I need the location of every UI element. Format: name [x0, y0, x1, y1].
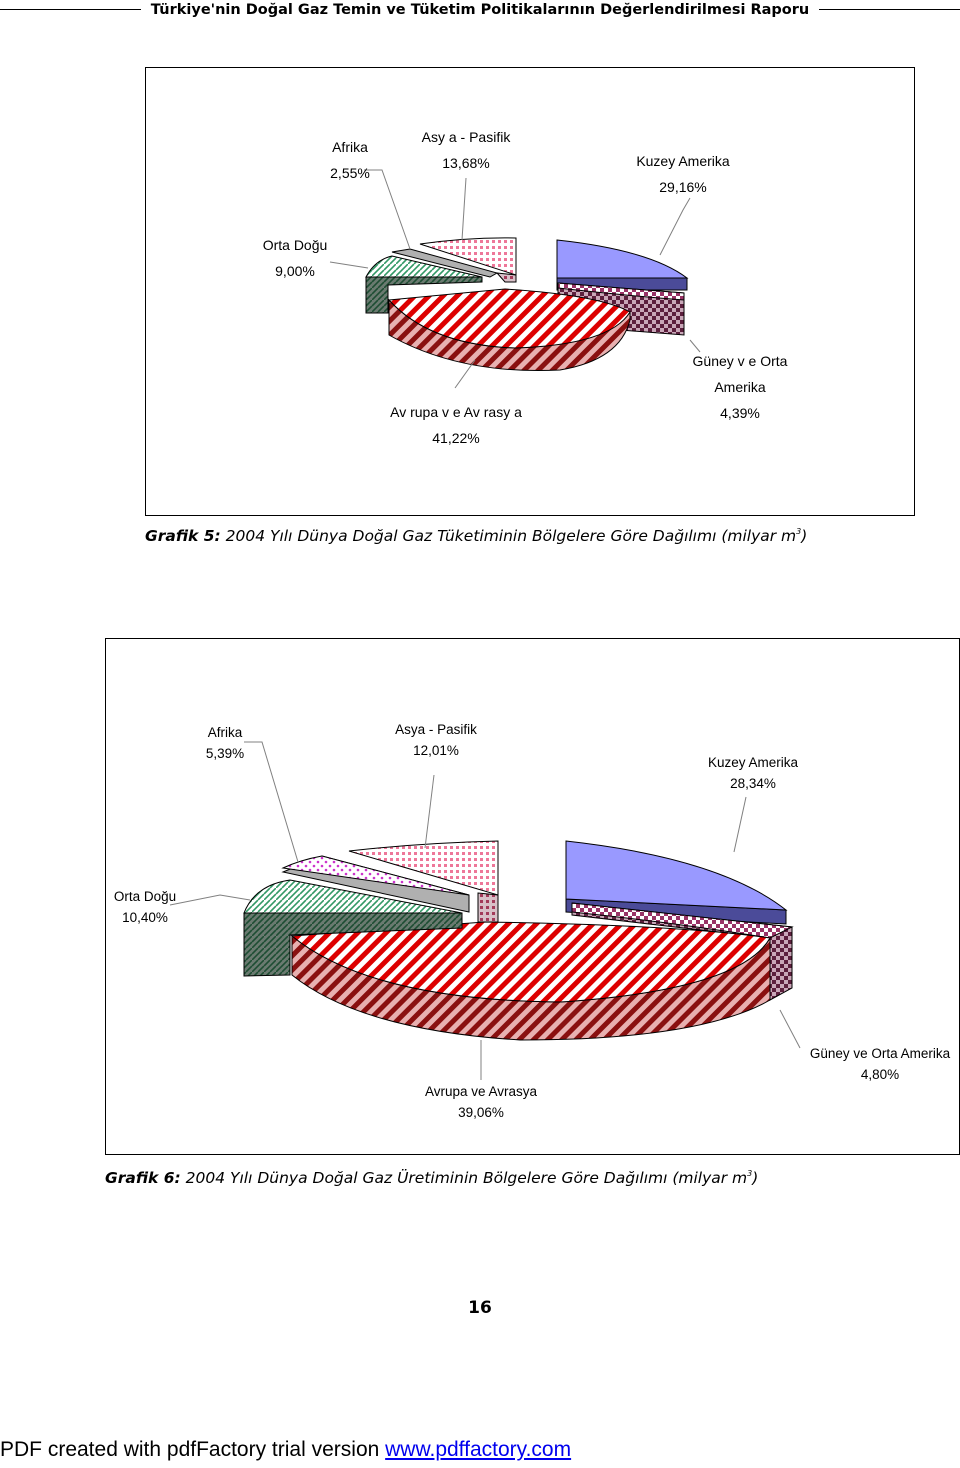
chart1-leader-asya — [462, 178, 466, 240]
chart2-label-kuzey: Kuzey Amerika 28,34% — [707, 755, 799, 791]
chart1-label-afrika: Afrika 2,55% — [330, 139, 370, 181]
footer-link[interactable]: www.pdffactory.com — [385, 1438, 572, 1461]
chart2-slice-avrupa-avrasya — [292, 922, 770, 1040]
chart1-label-guney: Güney v e Orta Amerika 4,39% — [692, 353, 788, 421]
chart2-label-guney: Güney ve Orta Amerika 4,80% — [809, 1046, 951, 1082]
chart1-label-kuzey: Kuzey Amerika 29,16% — [636, 153, 730, 195]
chart2-leader-guney — [780, 1010, 800, 1048]
chart1-slice-avrupa-avrasya — [389, 289, 630, 371]
chart1-label-orta-dogu: Orta Doğu 9,00% — [262, 237, 328, 279]
chart2-label-asya: Asya - Pasifik 12,01% — [395, 722, 477, 758]
chart2-leader-kuzey — [734, 797, 746, 852]
header-title: Türkiye'nin Doğal Gaz Temin ve Tüketim Politikalarının Değerlendirilmesi Raporu — [0, 0, 960, 20]
page-number: 16 — [468, 1298, 492, 1318]
caption-grafik-6: Grafik 6: 2004 Yılı Dünya Doğal Gaz Üretiminin Bölgelere Göre Dağılımı (milyar $m^3$) — [105, 1169, 759, 1187]
chart2-label-afrika: Afrika 5,39% — [205, 725, 245, 761]
chart1-leader-kuzey — [660, 198, 690, 255]
caption-grafik-5: Grafik 5: 2004 Yılı Dünya Doğal Gaz Tüketiminin Bölgelere Göre Dağılımı (milyar $m^3$) — [145, 527, 808, 545]
chart2-label-avrupa: Avrupa ve Avrasya 39,06% — [424, 1084, 538, 1120]
chart1-slice-kuzey-amerika — [557, 240, 687, 290]
chart1-leader-avrupa — [455, 360, 475, 388]
chart1-pie — [330, 170, 700, 388]
chart2-leader-asya — [425, 775, 434, 848]
chart2-label-orta-dogu: Orta Doğu 10,40% — [113, 889, 177, 925]
footer-text: PDF created with pdfFactory trial version — [0, 1438, 386, 1461]
chart1-label-asya: Asy a - Pasifik 13,68% — [421, 129, 511, 171]
pdf-footer — [0, 1438, 571, 1462]
chart1-label-avrupa: Av rupa v e Av rasy a 41,22% — [390, 404, 522, 446]
